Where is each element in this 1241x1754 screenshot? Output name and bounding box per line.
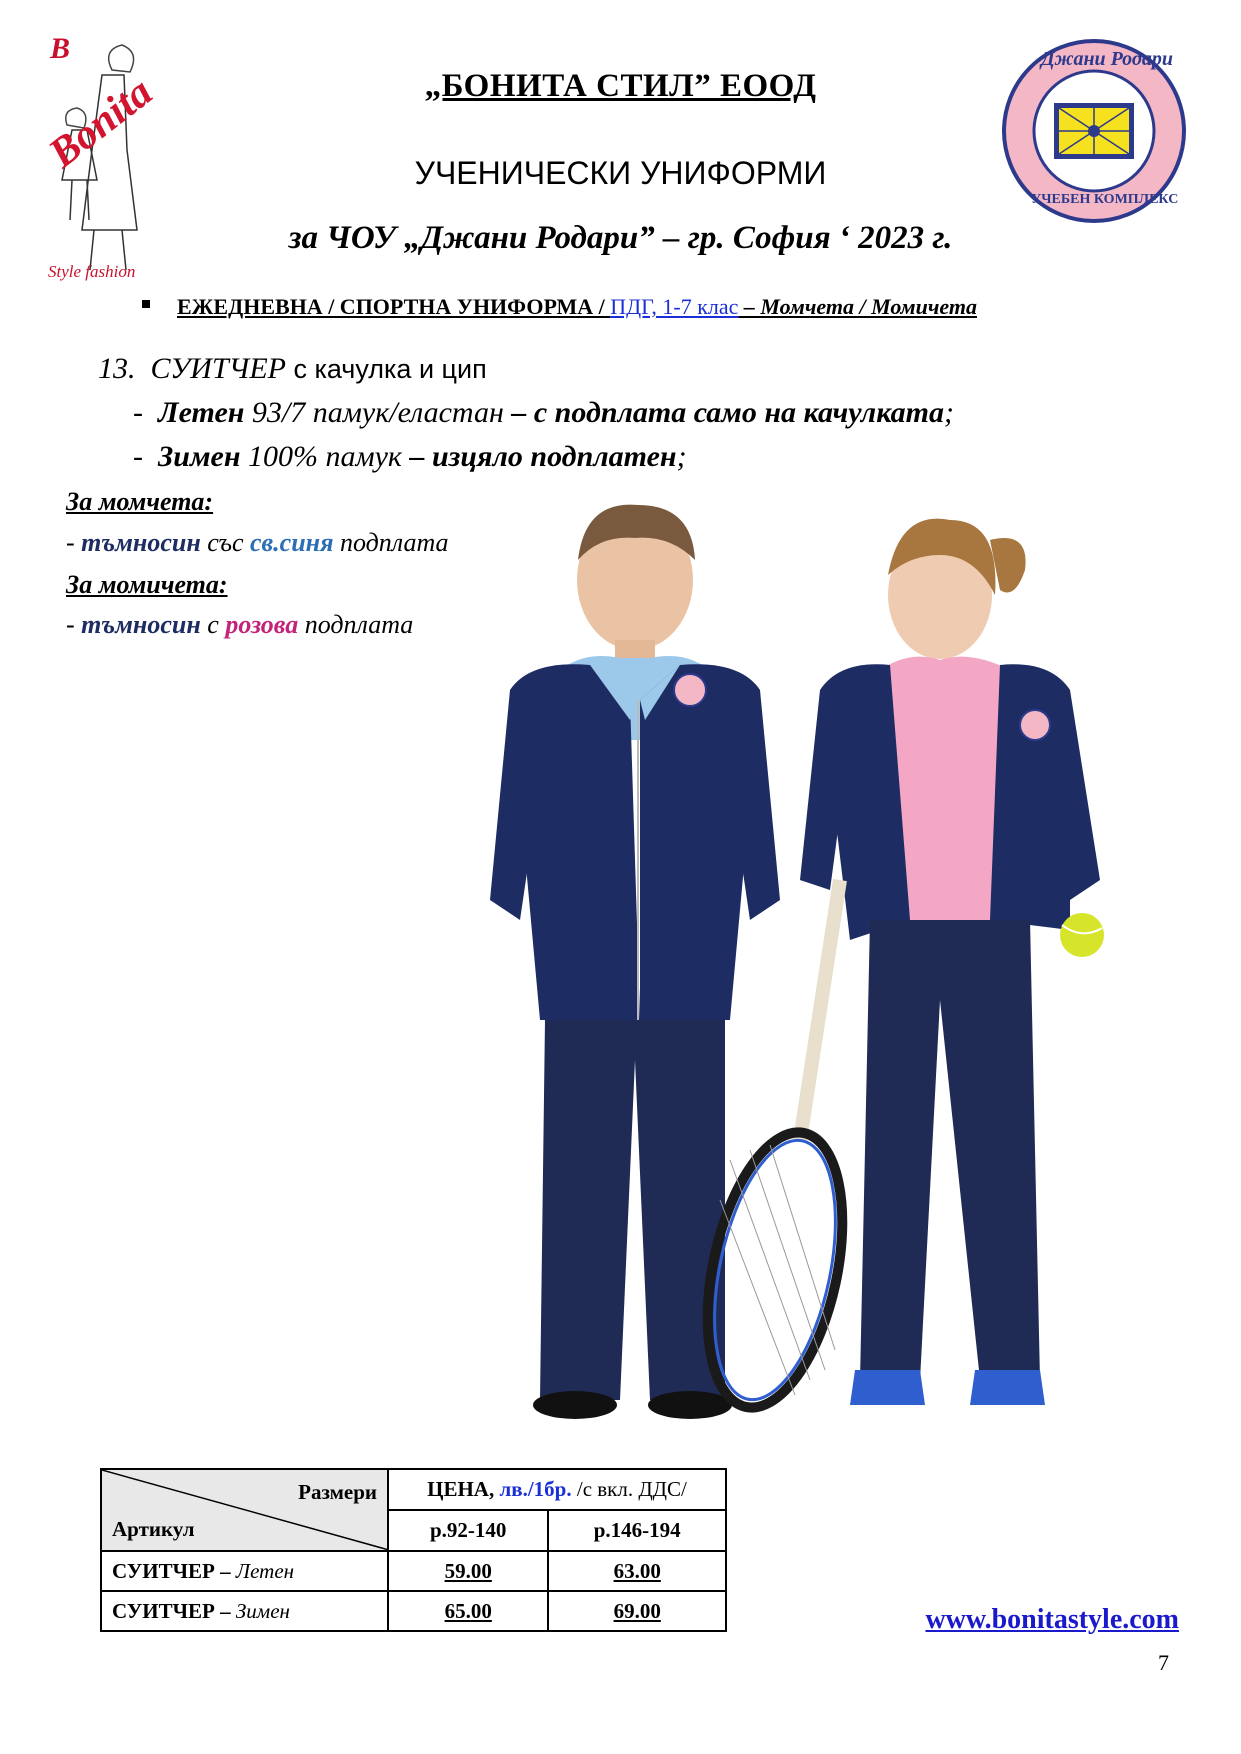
price-label-b: лв./1бр. [499, 1477, 572, 1501]
table-header-corner [101, 1469, 388, 1551]
girl-figure [800, 519, 1104, 1405]
price-label-c: /с вкл. ДДС/ [571, 1477, 687, 1501]
girls-main-color: тъмносин [81, 610, 201, 639]
row-price-2: 63.00 [613, 1558, 661, 1583]
price-header [388, 1469, 726, 1510]
size-col-1: р.92-140 [388, 1510, 548, 1551]
seal-bottom-text: УЧЕБЕН КОМПЛЕКС [1031, 192, 1179, 207]
summer-name: Летен [158, 396, 245, 429]
row-price-1: 59.00 [444, 1558, 492, 1583]
row-price-2: 69.00 [613, 1598, 661, 1623]
boys-main-color: тъмносин [81, 528, 201, 557]
winter-dash: - [133, 440, 143, 473]
boys-connector: със [200, 528, 251, 557]
category-label: ЕЖЕДНЕВНА / СПОРТНА УНИФОРМА / [177, 294, 611, 319]
price-table [100, 1468, 727, 1632]
item-name: СУИТЧЕР [150, 352, 286, 385]
boys-dash: - [66, 528, 82, 557]
row-variant: Летен [235, 1558, 295, 1583]
table-row [101, 1591, 726, 1631]
girls-lining-word: подплата [298, 610, 414, 639]
category-line [177, 294, 977, 320]
girls-dash: - [66, 610, 82, 639]
item-desc: с качулка и цип [285, 354, 487, 384]
product-photo [470, 500, 1150, 1460]
article-label: Артикул [112, 1517, 195, 1541]
summer-semicolon: ; [944, 396, 954, 429]
price-label-a: ЦЕНА, [427, 1477, 500, 1501]
bullet-marker [142, 300, 150, 308]
bonita-letter: B [50, 32, 71, 65]
school-line: за ЧОУ „Джани Родари” – гр. София ‘ 2023 г. [288, 220, 953, 256]
winter-fabric: 100% памук [240, 440, 410, 473]
row-variant: Зимен [235, 1598, 290, 1623]
document-subtitle: УЧЕНИЧЕСКИ УНИФОРМИ [414, 155, 827, 191]
girls-heading: За момичета: [66, 570, 228, 599]
row-name: СУИТЧЕР – [112, 1598, 236, 1623]
summer-dash: - [133, 396, 143, 429]
item-summer-line [133, 396, 954, 430]
item-number: 13. [98, 352, 136, 385]
winter-note: – изцяло подплатен [409, 440, 677, 473]
boys-colors [66, 528, 449, 558]
row-price-1: 65.00 [444, 1598, 492, 1623]
item-title [98, 352, 487, 386]
category-grades-link[interactable]: ПДГ, 1-7 клас [610, 294, 739, 319]
company-name: „БОНИТА СТИЛ” ЕООД [424, 68, 817, 104]
school-seal [1001, 38, 1187, 224]
seal-top-text: Джани Родари [1041, 48, 1173, 70]
girls-colors [66, 610, 413, 640]
sizes-label: Размери [298, 1480, 377, 1504]
boy-figure [490, 505, 780, 1419]
winter-name: Зимен [158, 440, 241, 473]
size-col-2: р.146-194 [548, 1510, 726, 1551]
winter-semicolon: ; [676, 440, 687, 473]
category-genders: – Момчета / Момичета [738, 294, 977, 319]
boys-heading: За момчета: [66, 487, 214, 516]
table-row [101, 1551, 726, 1591]
bonita-tagline: Style fashion [48, 262, 136, 281]
page-number: 7 [1158, 1650, 1169, 1675]
row-name: СУИТЧЕР – [112, 1558, 236, 1583]
summer-note: – с подплата само на качулката [511, 396, 944, 429]
boys-lining-color: св.синя [250, 528, 334, 557]
bonita-brand-text: Bonita [40, 68, 161, 178]
girls-lining-color: розова [225, 610, 299, 639]
boys-lining-word: подплата [333, 528, 449, 557]
girls-connector: с [200, 610, 226, 639]
website-link[interactable]: www.bonitastyle.com [925, 1604, 1179, 1635]
item-winter-line [133, 440, 687, 474]
summer-fabric: 93/7 памук/еластан [244, 396, 512, 429]
